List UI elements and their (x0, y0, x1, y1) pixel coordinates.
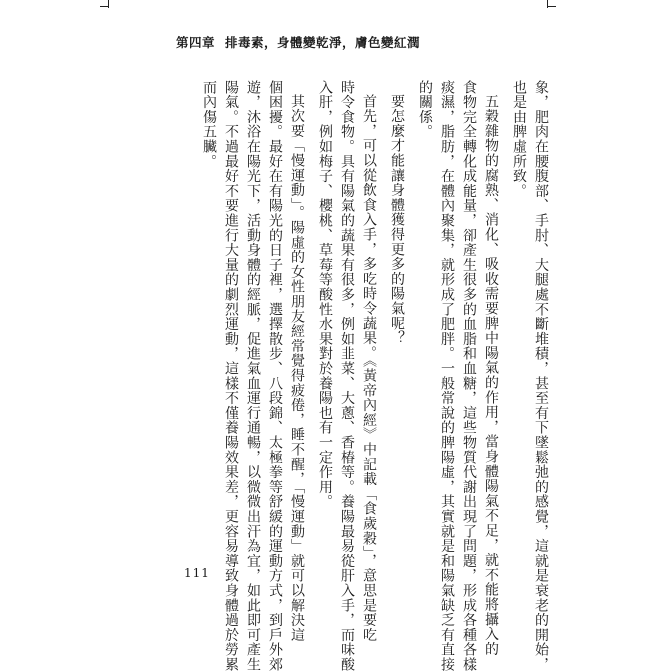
text-line: 遊，沐浴在陽光下，活動身體的經脈，促進氣血運行通暢，以微微出汗為宜，如此即可產生 (245, 80, 261, 672)
crop-mark (100, 6, 108, 7)
text-line: 也是由脾虛所致。 (511, 80, 527, 199)
crop-mark (548, 6, 556, 7)
body-text (198, 80, 552, 672)
page-number: 111 (184, 566, 210, 580)
text-line: 痰濕，脂肪，在體內聚集，就形成了肥胖。一般常說的脾陽虛，其實就是和陽氣缺乏有直接 (439, 80, 455, 672)
text-line: 時令食物。具有陽氣的蔬果有很多，例如韭菜、大蔥、香椿等。養陽最易從肝入手，而味酸 (339, 80, 355, 672)
crop-mark (108, 0, 109, 8)
text-line: 的關係。 (417, 80, 433, 140)
text-line: 個困擾。最好在有陽光的日子裡，選擇散步、八段錦、太極拳等舒緩的運動方式，到戶外郊 (267, 80, 283, 672)
running-header (176, 33, 420, 51)
text-line: 五穀雜物的腐熟、消化、吸收需要脾中陽氣的作用，當身體陽氣不足，就不能將攝入的 (483, 94, 499, 657)
text-line: 陽氣。不過最好不要進行大量的劇烈運動，這樣不僅養陽效果差，更容易導致身體過於勞累 (223, 80, 239, 672)
crop-mark (547, 0, 548, 8)
text-line: 食物完全轉化成能量，卻產生很多的血脂和血糖，這些物質代謝出現了問題，形成各種各樣 (461, 80, 477, 672)
chapter-label: 第四章 (176, 35, 216, 50)
text-line: 而內傷五臟。 (201, 80, 217, 169)
text-line: 象，肥肉在腰腹部、手肘、大腿處不斷堆積，甚至有下墜鬆弛的感覺，這就是衰老的開始， (533, 80, 549, 672)
text-line: 要怎麼才能讓身體獲得更多的陽氣呢？ (389, 94, 405, 346)
text-line: 入肝，例如梅子、櫻桃、草莓等酸性水果對於養陽也有一定作用。 (317, 80, 333, 510)
text-line: 其次要「慢運動」。陽虛的女性朋友經常覺得疲倦，睡不醒，「慢運動」就可以解決這 (289, 94, 305, 643)
chapter-title: 排毒素，身體變乾淨，膚色變紅潤 (225, 35, 421, 50)
text-line: 首先，可以從飲食入手，多吃時令蔬果。《黃帝內經》中記載「食歲穀」，意思是要吃 (361, 94, 377, 643)
